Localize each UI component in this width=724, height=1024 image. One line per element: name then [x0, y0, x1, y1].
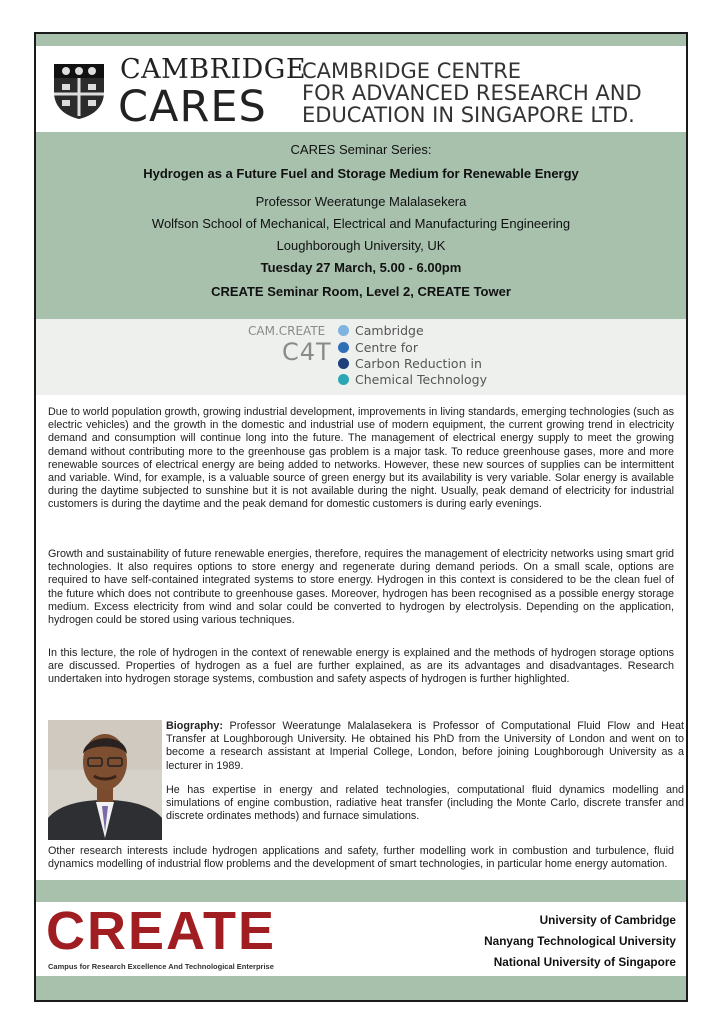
- seminar-datetime: Tuesday 27 March, 5.00 - 6.00pm: [260, 260, 462, 275]
- centre-name: [302, 60, 642, 126]
- university-name: National University of Singapore: [493, 955, 676, 969]
- dot-icon: [338, 342, 349, 353]
- seminar-details: [36, 132, 686, 319]
- c4t-big-label: C4T: [282, 338, 332, 366]
- seminar-title: Hydrogen as a Future Fuel and Storage Medium for Renewable Energy: [143, 166, 579, 181]
- cares-header: [36, 46, 686, 132]
- biography-label: Biography:: [166, 720, 223, 732]
- abstract-paragraph: In this lecture, the role of hydrogen in the context of renewable energy is explained and the methods of hydrogen storage options are discussed. Properties of hydrogen as a fuel are further explained, as are its advantages and disadvantages. Research undertaken into hydrogen storage systems, combustion and safety aspects of hydrogen is further highlighted.: [48, 647, 674, 686]
- abstract-paragraph: Growth and sustainability of future renewable energies, therefore, requires the management of electricity networks using smart grid technologies. It also requires options to store energy and regenerate during demand periods. On a small scale, options are required to have self-contained integrated systems to store energy. Hydrogen in this context is considered to be the clean fuel of the future which does not contribute to greenhouse gases. Moreover, hydrogen has been recognised as a possible energy storage medium. Excess electricity from wind and solar could be converted to hydrogen by electrolysis. Depending on the application, hydrogen could be stored using various techniques.: [48, 548, 674, 627]
- biography-paragraph: Other research interests include hydrogen applications and safety, further modelling work in combustion and turbulence, fluid dynamics modelling of industrial flow problems and the development of smart technologies, in particular home energy automation.: [48, 845, 674, 871]
- dot-icon: [338, 358, 349, 369]
- biography-paragraph: [166, 720, 684, 773]
- create-tagline: Campus for Research Excellence And Technological Enterprise: [48, 962, 274, 971]
- c4t-line-text: Chemical Technology: [355, 372, 487, 387]
- c4t-line: [338, 356, 482, 371]
- dot-icon: [338, 374, 349, 385]
- abstract-paragraph: Due to world population growth, growing industrial development, improvements in living standards, emerging technologies (such as electric vehicles) and the growth in the domestic and industrial use of modern equipment, the current growing trend in electricity demand and consumption will continue long into the future. The management of electrical energy supply to meet the growing demand without contributing more to the greenhouse gas problem is a major task. To reduce greenhouse gases, more and more renewable sources of electrical energy are being added to networks. However, these new sources of supplies can be intermittent and variable. Wind, for example, is a valuable source of green energy but its availability is very variable. Solar energy is available during the daytime subjected to sunshine but it is not available during the night. Usually, peak demand of electricity for industrial customers is during the daytime and the peak demand for domestic customers is during early evenings.: [48, 406, 674, 511]
- speaker-university: Loughborough University, UK: [276, 238, 446, 253]
- c4t-small-label: CAM.CREATE: [248, 324, 326, 338]
- seminar-venue: CREATE Seminar Room, Level 2, CREATE Tower: [211, 284, 511, 299]
- create-logo: CREATE: [46, 901, 277, 961]
- c4t-line: [338, 340, 418, 355]
- university-name: Nanyang Technological University: [484, 934, 676, 948]
- c4t-line-text: Carbon Reduction in: [355, 356, 482, 371]
- c4t-line-text: Centre for: [355, 340, 418, 355]
- c4t-line: [338, 323, 424, 338]
- cares-wordmark: CARES: [118, 82, 267, 132]
- cambridge-crest-icon: [52, 62, 106, 120]
- bottom-band: [36, 880, 686, 902]
- poster: [34, 32, 688, 1002]
- biography-text: Professor Weeratunge Malalasekera is Professor of Computational Fluid Flow and Heat Transfer at Loughborough University. He obtained his PhD from the University of London and went on to become a research assistant at Imperial College, London, before joining Loughborough University as a lecturer in 1989.: [166, 720, 684, 772]
- footer: [36, 902, 686, 976]
- top-band: [36, 34, 686, 46]
- cambridge-wordmark: CAMBRIDGE: [120, 54, 307, 85]
- c4t-line: [338, 372, 487, 387]
- c4t-line-text: Cambridge: [355, 323, 424, 338]
- dot-icon: [338, 325, 349, 336]
- centre-name-line: CAMBRIDGE CENTRE: [302, 59, 522, 83]
- biography-paragraph: He has expertise in energy and related technologies, computational fluid dynamics modelling and simulations of engine combustion, radiative heat transfer (including the Monte Carlo, discrete transfer and discrete ordinates methods) and furnace simulations.: [166, 784, 684, 823]
- series-label: CARES Seminar Series:: [290, 142, 432, 157]
- speaker-school: Wolfson School of Mechanical, Electrical and Manufacturing Engineering: [151, 216, 571, 231]
- university-name: University of Cambridge: [539, 913, 676, 927]
- speaker-photo: [48, 720, 162, 840]
- speaker-name: Professor Weeratunge Malalasekera: [255, 194, 467, 209]
- partner-universities: [484, 910, 676, 973]
- centre-name-line: EDUCATION IN SINGAPORE LTD.: [302, 103, 635, 127]
- bottom-band: [36, 976, 686, 1000]
- centre-name-line: FOR ADVANCED RESEARCH AND: [302, 81, 642, 105]
